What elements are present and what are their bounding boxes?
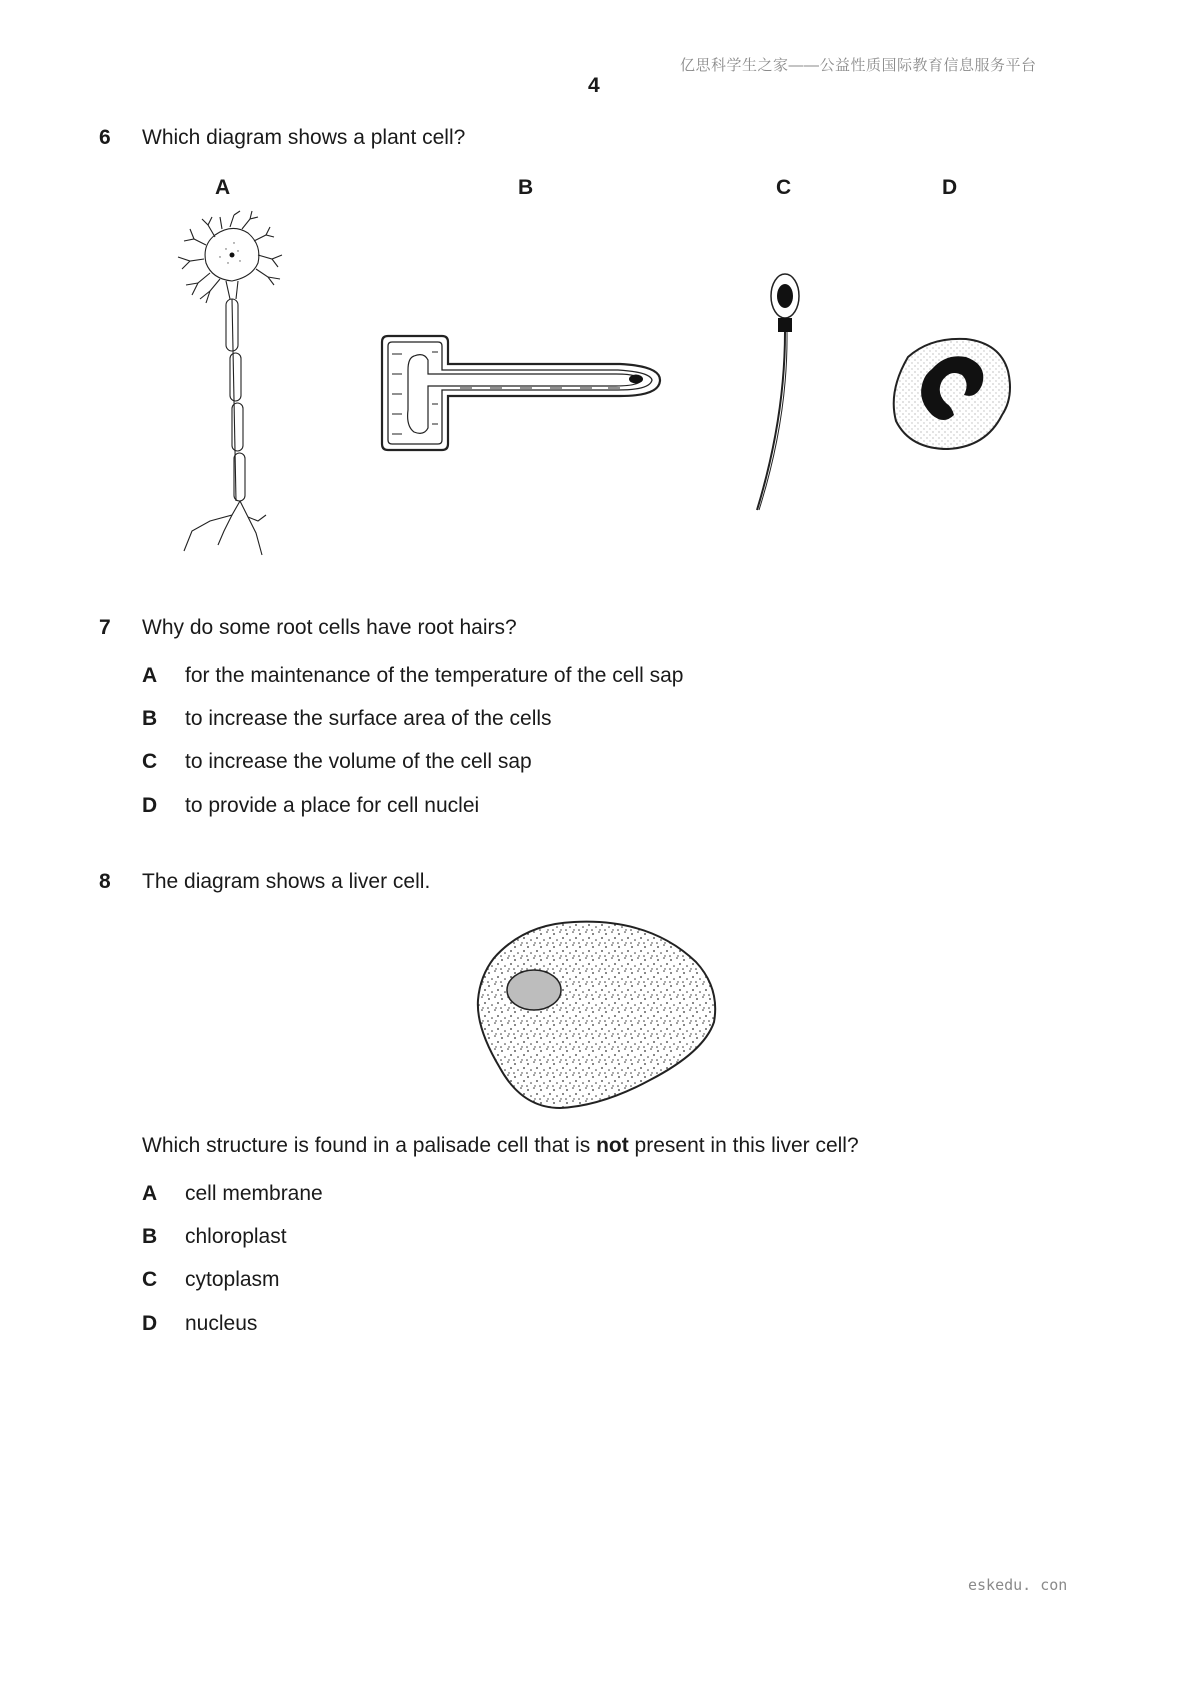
question-8-prompt-emphasis: not [596,1134,629,1157]
q7-option-b-letter: B [142,707,158,730]
liver-cell-diagram [474,918,719,1110]
figure-label-d: D [942,176,958,199]
question-8-prompt [142,1134,859,1158]
q7-option-a-letter: A [142,664,158,687]
q8-option-c-letter: C [142,1268,158,1291]
root-hair-cell-diagram [380,330,665,455]
question-6-text: Which diagram shows a plant cell? [142,126,466,149]
q8-option-d-letter: D [142,1312,158,1335]
q7-option-d-text: to provide a place for cell nuclei [185,794,480,817]
question-7-text: Why do some root cells have root hairs? [142,616,517,639]
sperm-cell-diagram [745,268,805,513]
question-8-text: The diagram shows a liver cell. [142,870,431,893]
q8-option-b-text: chloroplast [185,1225,287,1248]
question-8-prompt-after: present in this liver cell? [628,1134,859,1157]
question-7-number: 7 [99,616,111,639]
question-6-number: 6 [99,126,111,149]
figure-label-b: B [518,176,534,199]
header-watermark: 亿思科学生之家——公益性质国际教育信息服务平台 [680,57,1037,74]
q8-option-a-letter: A [142,1182,158,1205]
figure-label-a: A [215,176,231,199]
question-8-prompt-before: Which structure is found in a palisade cell that is [142,1134,597,1157]
q8-option-c-text: cytoplasm [185,1268,280,1291]
q7-option-a-text: for the maintenance of the temperature of the cell sap [185,664,684,687]
q7-option-c-text: to increase the volume of the cell sap [185,750,532,773]
q7-option-d-letter: D [142,794,158,817]
figure-label-c: C [776,176,792,199]
q8-option-a-text: cell membrane [185,1182,323,1205]
question-8-number: 8 [99,870,111,893]
q8-option-d-text: nucleus [185,1312,258,1335]
white-blood-cell-diagram [890,335,1015,453]
footer-watermark: eskedu. con [968,1576,1068,1594]
neuron-diagram [170,215,300,570]
page-number: 4 [588,74,600,97]
q7-option-c-letter: C [142,750,158,773]
q8-option-b-letter: B [142,1225,158,1248]
q7-option-b-text: to increase the surface area of the cells [185,707,552,730]
